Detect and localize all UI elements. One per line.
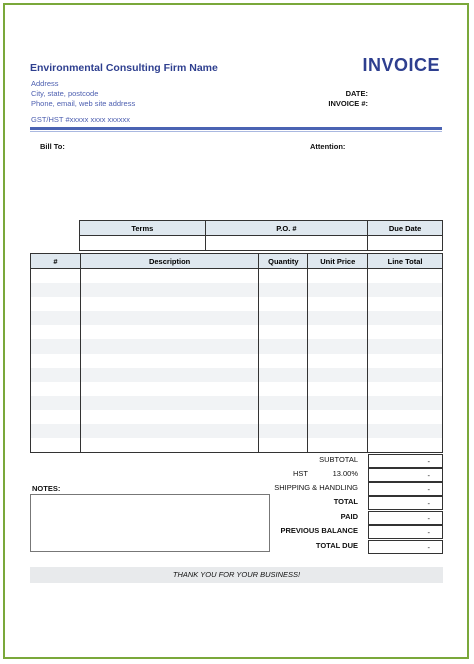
item-cell[interactable]	[31, 410, 81, 424]
item-cell[interactable]	[31, 269, 81, 284]
subtotal-value[interactable]: -	[368, 454, 443, 468]
item-cell[interactable]	[368, 396, 443, 410]
paid-value[interactable]: -	[368, 511, 443, 525]
total-due-value[interactable]: -	[368, 540, 443, 554]
item-cell[interactable]	[308, 410, 368, 424]
total-due-label: TOTAL DUE	[315, 541, 358, 550]
item-cell[interactable]	[308, 283, 368, 297]
item-cell[interactable]	[31, 382, 81, 396]
item-cell[interactable]	[31, 424, 81, 438]
item-cell[interactable]	[259, 382, 308, 396]
item-cell[interactable]	[368, 283, 443, 297]
item-cell[interactable]	[31, 325, 81, 339]
item-cell[interactable]	[80, 424, 259, 438]
item-cell[interactable]	[308, 269, 368, 284]
item-cell[interactable]	[80, 396, 259, 410]
item-cell[interactable]	[31, 283, 81, 297]
due-date-cell[interactable]	[368, 236, 443, 251]
item-cell[interactable]	[368, 325, 443, 339]
terms-table	[79, 220, 443, 251]
table-row	[31, 297, 443, 311]
item-cell[interactable]	[259, 283, 308, 297]
table-row	[31, 325, 443, 339]
item-cell[interactable]	[80, 325, 259, 339]
thank-you-footer: THANK YOU FOR YOUR BUSINESS!	[30, 567, 443, 583]
po-header: P.O. #	[205, 221, 368, 236]
item-cell[interactable]	[368, 410, 443, 424]
item-cell[interactable]	[31, 297, 81, 311]
item-cell[interactable]	[31, 339, 81, 353]
item-cell[interactable]	[259, 354, 308, 368]
item-cell[interactable]	[31, 438, 81, 453]
item-cell[interactable]	[80, 269, 259, 284]
item-cell[interactable]	[80, 382, 259, 396]
item-cell[interactable]	[80, 368, 259, 382]
table-row	[31, 424, 443, 438]
item-cell[interactable]	[31, 368, 81, 382]
item-cell[interactable]	[308, 396, 368, 410]
item-cell[interactable]	[80, 354, 259, 368]
table-row	[31, 410, 443, 424]
item-cell[interactable]	[80, 438, 259, 453]
item-cell[interactable]	[259, 269, 308, 284]
item-cell[interactable]	[31, 311, 81, 325]
item-cell[interactable]	[308, 424, 368, 438]
subtotal-label: SUBTOTAL	[319, 455, 358, 464]
unit-price-header: Unit Price	[308, 254, 368, 269]
contact-line: Phone, email, web site address	[31, 99, 136, 108]
table-row	[31, 283, 443, 297]
date-label: DATE:	[345, 89, 368, 98]
number-header: #	[31, 254, 81, 269]
notes-field[interactable]	[30, 494, 270, 552]
item-cell[interactable]	[259, 311, 308, 325]
item-cell[interactable]	[368, 438, 443, 453]
item-cell[interactable]	[308, 325, 368, 339]
item-cell[interactable]	[308, 354, 368, 368]
tax-label: HST	[293, 469, 308, 478]
tax-id: GST/HST #xxxxx xxxx xxxxxx	[31, 115, 131, 124]
previous-balance-value[interactable]: -	[368, 525, 443, 539]
previous-balance-label: PREVIOUS BALANCE	[280, 526, 358, 535]
table-row	[31, 269, 443, 284]
item-cell[interactable]	[80, 283, 259, 297]
item-cell[interactable]	[368, 354, 443, 368]
tax-value[interactable]: -	[368, 468, 443, 482]
header-rule-thin	[30, 131, 442, 132]
item-cell[interactable]	[31, 354, 81, 368]
item-cell[interactable]	[259, 424, 308, 438]
table-row	[31, 339, 443, 353]
company-name: Environmental Consulting Firm Name	[30, 62, 218, 74]
total-value[interactable]: -	[368, 496, 443, 510]
item-cell[interactable]	[368, 382, 443, 396]
item-cell[interactable]	[308, 311, 368, 325]
item-cell[interactable]	[80, 297, 259, 311]
item-cell[interactable]	[259, 410, 308, 424]
table-row	[31, 354, 443, 368]
quantity-header: Quantity	[259, 254, 308, 269]
table-row	[31, 311, 443, 325]
item-cell[interactable]	[368, 424, 443, 438]
item-cell[interactable]	[368, 269, 443, 284]
paid-label: PAID	[340, 512, 358, 521]
bill-to-label: Bill To:	[40, 142, 65, 151]
description-header: Description	[80, 254, 259, 269]
item-cell[interactable]	[259, 339, 308, 353]
item-cell[interactable]	[259, 368, 308, 382]
item-cell[interactable]	[308, 382, 368, 396]
item-cell[interactable]	[259, 325, 308, 339]
terms-cell[interactable]	[80, 236, 206, 251]
due-date-header: Due Date	[368, 221, 443, 236]
table-row	[31, 368, 443, 382]
item-cell[interactable]	[80, 339, 259, 353]
table-row	[31, 438, 443, 453]
shipping-label: SHIPPING & HANDLING	[274, 483, 358, 492]
terms-header: Terms	[80, 221, 206, 236]
invoice-number-label: INVOICE #:	[328, 99, 368, 108]
item-cell[interactable]	[368, 339, 443, 353]
table-row	[31, 382, 443, 396]
item-cell[interactable]	[31, 396, 81, 410]
address-line: Address	[31, 79, 59, 88]
notes-label: NOTES:	[32, 484, 61, 493]
line-total-header: Line Total	[368, 254, 443, 269]
attention-label: Attention:	[310, 142, 346, 151]
item-cell[interactable]	[259, 297, 308, 311]
tax-rate: 13.00%	[332, 469, 358, 478]
item-cell[interactable]	[259, 396, 308, 410]
item-cell[interactable]	[368, 311, 443, 325]
city-line: City, state, postcode	[31, 89, 99, 98]
header-rule	[30, 127, 442, 130]
item-cell[interactable]	[308, 368, 368, 382]
item-cell[interactable]	[308, 339, 368, 353]
item-cell[interactable]	[80, 311, 259, 325]
shipping-value[interactable]: -	[368, 482, 443, 496]
item-cell[interactable]	[308, 297, 368, 311]
item-cell[interactable]	[80, 410, 259, 424]
items-table	[30, 253, 443, 453]
po-cell[interactable]	[205, 236, 368, 251]
item-cell[interactable]	[259, 438, 308, 453]
item-cell[interactable]	[368, 368, 443, 382]
invoice-title: INVOICE	[362, 55, 440, 75]
item-cell[interactable]	[308, 438, 368, 453]
item-cell[interactable]	[368, 297, 443, 311]
total-label: TOTAL	[333, 497, 358, 506]
table-row	[31, 396, 443, 410]
